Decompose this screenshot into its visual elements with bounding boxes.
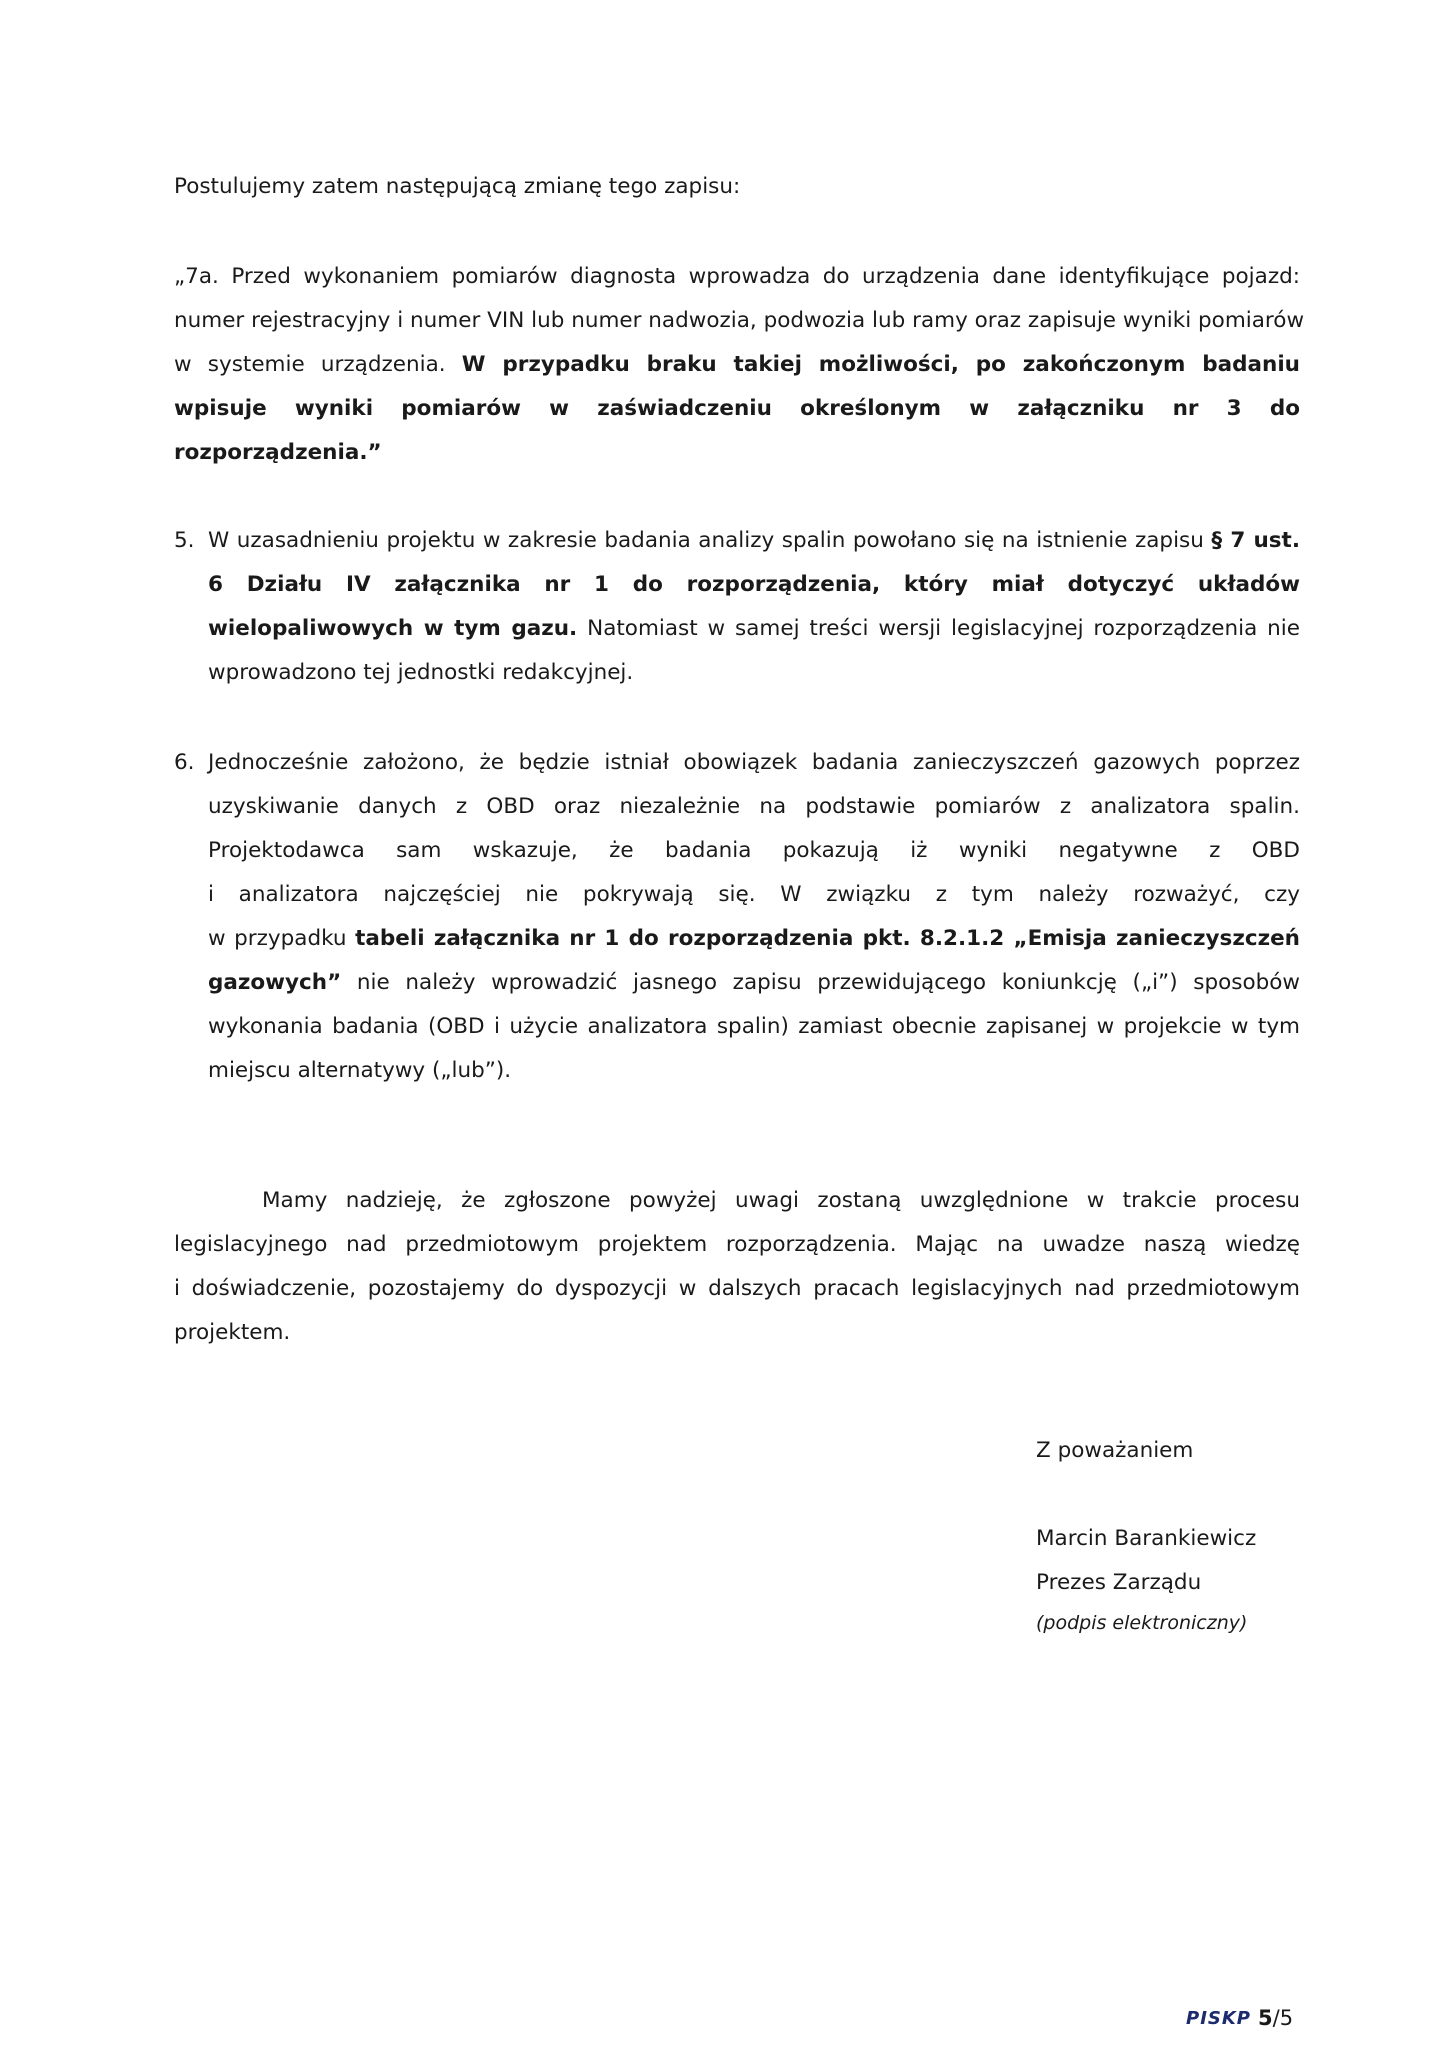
item-5-line-1-plain: W uzasadnieniu projektu w zakresie badania analizy spalin powołano się na istnienie zapisu [208, 528, 1212, 553]
signature-title: Prezes Zarządu [1036, 1570, 1202, 1595]
item-6-line-7: wykonania badania (OBD i użycie analizatora spalin) zamiast obecnie zapisanej w projekcie w tym [208, 1014, 1300, 1039]
item-5-line-3 [208, 614, 1300, 644]
quote-line-2: numer rejestracyjny i numer VIN lub numer nadwozia, podwozia lub ramy oraz zapisuje wyniki pomiarów [174, 308, 1305, 333]
closing-line-4: projektem. [174, 1320, 291, 1345]
item-6-line-6-plain: nie należy wprowadzić jasnego zapisu przewidującego koniunkcję („i”) sposobów [341, 970, 1300, 995]
signature-salutation: Z poważaniem [1036, 1438, 1194, 1463]
item-6-line-4: i analizatora najczęściej nie pokrywają się. W związku z tym należy rozważyć, czy [208, 882, 1300, 907]
page-current: 5 [1258, 2006, 1273, 2030]
item-6-line-8: miejscu alternatywy („lub”). [208, 1058, 512, 1083]
item-6-line-3: Projektodawca sam wskazuje, że badania pokazują iż wyniki negatywne z OBD [208, 838, 1300, 863]
quote-line-5: rozporządzenia.” [174, 440, 382, 465]
item-6-line-5-bold: tabeli załącznika nr 1 do rozporządzenia pkt. 8.2.1.2 „Emisja zanieczyszczeń [355, 926, 1300, 951]
item-5-line-2: 6 Działu IV załącznika nr 1 do rozporządzenia, który miał dotyczyć układów [208, 572, 1300, 597]
item-6-line-6-bold: gazowych” [208, 970, 342, 995]
quote-line-3 [174, 350, 1300, 380]
quote-line-3-bold: W przypadku braku takiej możliwości, po zakończonym badaniu [461, 352, 1300, 377]
item-6-line-1: Jednocześnie założono, że będzie istniał obowiązek badania zanieczyszczeń gazowych poprzez [208, 750, 1300, 775]
item-6-line-5-plain: w przypadku [208, 926, 356, 951]
page-total: /5 [1272, 2006, 1294, 2030]
closing-line-3: i doświadczenie, pozostajemy do dyspozycji w dalszych pracach legislacyjnych nad przedmiotowym [174, 1276, 1300, 1301]
item-5-line-4: wprowadzono tej jednostki redakcyjnej. [208, 660, 634, 685]
item-5-number: 5. [174, 528, 195, 553]
item-6-line-2: uzyskiwanie danych z OBD oraz niezależnie na podstawie pomiarów z analizatora spalin. [208, 794, 1300, 819]
page-number [1258, 2006, 1293, 2030]
closing-line-2: legislacyjnego nad przedmiotowym projektem rozporządzenia. Mając na uwadze naszą wiedzę [174, 1232, 1300, 1257]
quote-line-4: wpisuje wyniki pomiarów w zaświadczeniu określonym w załączniku nr 3 do [174, 396, 1300, 421]
item-5-line-1 [208, 526, 1300, 556]
intro-text: Postulujemy zatem następującą zmianę tego zapisu: [174, 174, 741, 199]
quote-line-3-plain: w systemie urządzenia. [174, 352, 462, 377]
item-5-line-3-bold: wielopaliwowych w tym gazu. [208, 616, 578, 641]
item-6-line-5 [208, 924, 1300, 954]
item-6-number: 6. [174, 750, 195, 775]
item-5-line-3-plain: Natomiast w samej treści wersji legislacyjnej rozporządzenia nie [577, 616, 1300, 641]
signature-note: (podpis elektroniczny) [1036, 1612, 1248, 1634]
logo-text: PISKP [1186, 2008, 1251, 2029]
quote-line-1: „7a. Przed wykonaniem pomiarów diagnosta wprowadza do urządzenia dane identyfikujące pojazd: [174, 264, 1300, 289]
signature-name: Marcin Barankiewicz [1036, 1526, 1257, 1551]
closing-line-1: Mamy nadzieję, że zgłoszone powyżej uwagi zostaną uwzględnione w trakcie procesu [262, 1188, 1300, 1213]
item-6-line-6 [208, 968, 1300, 998]
piskp-logo [1186, 2008, 1251, 2029]
item-5-line-1-bold: § 7 ust. [1211, 528, 1300, 553]
